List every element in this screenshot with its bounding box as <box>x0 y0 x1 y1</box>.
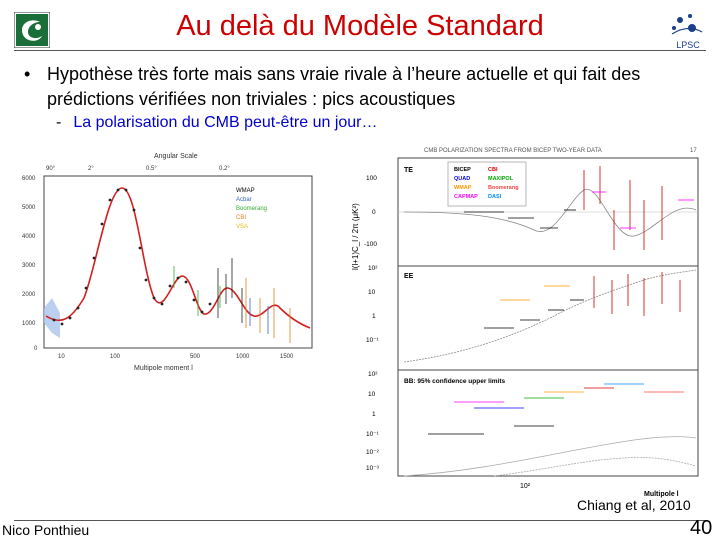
plot-header: CMB POLARIZATION SPECTRA FROM BICEP TWO-YEAR DATA <box>424 148 602 154</box>
legend-entry-boomerang: Boomerang <box>236 206 268 212</box>
bullet-main <box>24 62 684 112</box>
x-tick-label: 100 <box>110 354 121 360</box>
x-axis-label: Multipole moment l <box>134 365 193 372</box>
y-tick-label: 1000 <box>22 321 36 327</box>
bullet-glyph: • <box>24 64 31 84</box>
figure-citation: Chiang et al, 2010 <box>577 497 691 513</box>
legend-entry-boomerang: Boomerang <box>488 185 519 191</box>
slide-title: Au delà du Modèle Standard <box>176 10 544 42</box>
bb-tick-label: 10⁻³ <box>366 465 379 472</box>
legend-entry-cbi: CBI <box>488 167 498 173</box>
cmb-tt-plot <box>14 148 324 374</box>
bb-tick-label: 10 <box>368 391 376 398</box>
footer-author: Nico Ponthieu <box>2 522 90 538</box>
x-tick-label: 1000 <box>236 354 250 360</box>
lpsc-logo <box>668 10 708 52</box>
ee-tick-label: 1 <box>372 313 376 320</box>
legend-entry-wmap: WMAP <box>236 188 255 194</box>
top-axis-label: Angular Scale <box>154 153 198 160</box>
bb-tick-label: 10⁻¹ <box>366 431 379 438</box>
x-tick-label: 10 <box>58 354 65 360</box>
x-tick-label: 500 <box>190 354 201 360</box>
ee-panel-label: EE <box>404 273 414 280</box>
y-tick-label: 5000 <box>22 205 36 211</box>
y-tick-label: 0 <box>34 346 38 352</box>
title-divider <box>14 50 706 51</box>
legend-entry-capmap: CAPMAP <box>454 194 478 200</box>
bullet-main-text: Hypothèse très forte mais sans vraie rivale à l’heure actuelle et qui fait des prédictions vérifiées non triviales : pics acoustiques <box>47 64 641 109</box>
bullet-dash: - <box>56 114 62 131</box>
x-axis-label: Multipole l <box>644 491 679 498</box>
y-axis-label: l(l+1)C_l / 2π (μK²) <box>351 203 360 270</box>
top-tick-label: 2° <box>88 166 94 172</box>
lpsc-logo-text: LPSC <box>676 40 700 50</box>
legend-entry-maxipol: MAXIPOL <box>488 176 514 182</box>
page-number: 40 <box>690 517 713 539</box>
bullet-sub-text: La polarisation du CMB peut-être un jour… <box>73 114 378 131</box>
bb-panel-label: BB: 95% confidence upper limits <box>404 378 506 385</box>
ee-tick-label: 10⁻¹ <box>366 337 379 344</box>
legend-entry-bicep: BICEP <box>454 167 471 173</box>
x-tick-label: 10² <box>520 483 531 490</box>
bb-tick-label: 1 <box>372 411 376 418</box>
te-legend <box>448 162 526 206</box>
te-panel-label: TE <box>404 167 413 174</box>
bb-tick-label: 10² <box>368 371 378 378</box>
legend-entry-dasi: DASI <box>488 194 502 200</box>
cmb-polarization-plot <box>344 140 710 502</box>
x-tick-label: 1500 <box>280 354 294 360</box>
top-tick-label: 0.5° <box>146 166 157 172</box>
te-tick-label: -100 <box>364 241 378 248</box>
bullet-sub <box>56 114 378 132</box>
ee-tick-label: 10 <box>368 289 376 296</box>
y-tick-label: 6000 <box>22 176 36 182</box>
bb-tick-label: 10⁻² <box>366 449 379 456</box>
plot-page-ref: 17 <box>690 148 697 154</box>
legend-entry-vsa: VSA <box>236 224 249 230</box>
te-tick-label: 0 <box>372 209 376 216</box>
y-tick-label: 3000 <box>22 263 36 269</box>
te-tick-label: 100 <box>366 175 377 182</box>
footer-divider <box>14 520 706 521</box>
top-tick-label: 90° <box>46 166 56 172</box>
legend-entry-cbi: CBI <box>236 215 247 221</box>
legend-entry-acbar: Acbar <box>236 197 252 203</box>
y-tick-label: 2000 <box>22 292 36 298</box>
legend-entry-quad: QUAD <box>454 176 471 182</box>
legend-entry-wmap: WMAP <box>454 185 472 191</box>
y-tick-label: 4000 <box>22 234 36 240</box>
ee-tick-label: 10² <box>368 265 378 272</box>
top-tick-label: 0.2° <box>219 166 230 172</box>
